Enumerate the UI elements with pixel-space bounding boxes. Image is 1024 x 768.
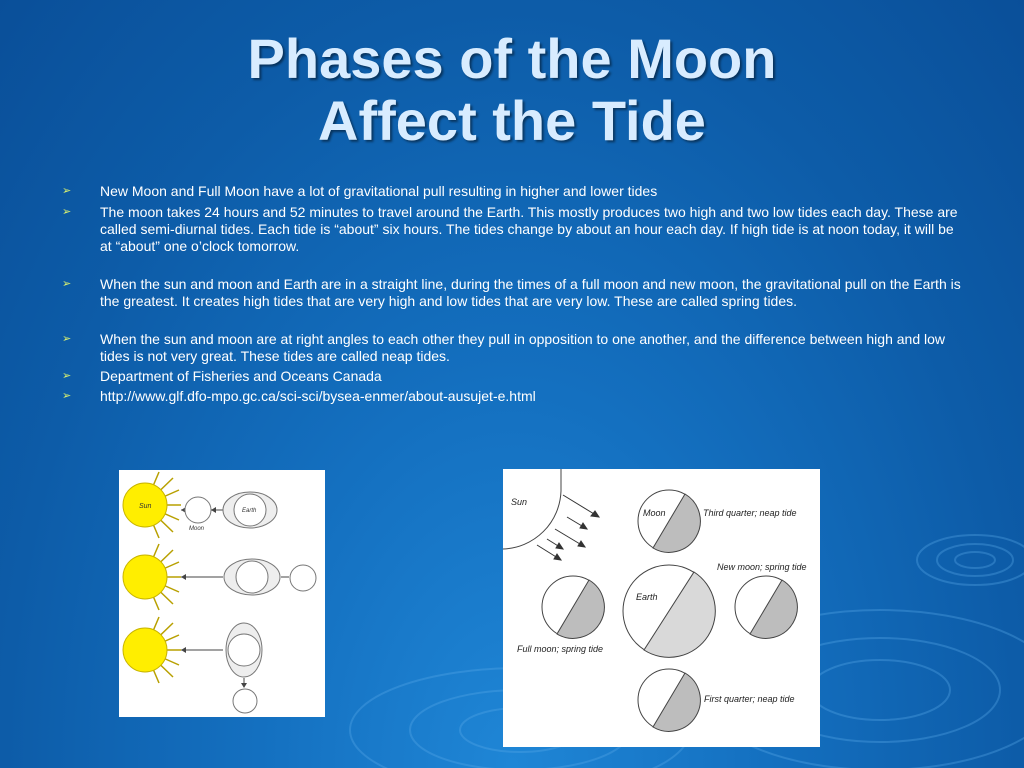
moon-label: Moon — [643, 508, 666, 518]
moon-icon — [290, 565, 316, 591]
moon-icon — [233, 689, 257, 713]
bullet-text: When the sun and moon are at right angles to each other they pull in opposition to one another, and the difference between high and low tides is not very great. These tides are called neap tides. — [100, 331, 945, 364]
earth-label: Earth — [636, 592, 658, 602]
earth-icon — [623, 565, 715, 657]
arrow-bullet-icon: ➢ — [62, 185, 72, 197]
bullet-item — [62, 183, 962, 200]
sun-arc — [503, 469, 561, 549]
arrow-bullet-icon: ➢ — [62, 206, 72, 218]
bullet-text: New Moon and Full Moon have a lot of gravitational pull resulting in higher and lower tides — [100, 183, 658, 199]
bullet-item[interactable] — [62, 388, 962, 405]
arrow-bullet-icon: ➢ — [62, 390, 72, 402]
sun-icon — [123, 472, 181, 538]
sun-ray-arrows — [537, 495, 599, 560]
new-moon-label: New moon; spring tide — [717, 562, 807, 572]
title-line-1: Phases of the Moon — [247, 27, 777, 90]
arrow-bullet-icon: ➢ — [62, 370, 72, 382]
bullet-item — [62, 368, 962, 385]
moon-icon — [542, 576, 604, 638]
bullet-text: The moon takes 24 hours and 52 minutes to travel around the Earth. This mostly produces two high and two low tides each day. These are called semi-diurnal tides. Each tide is “about” six hours. The tides change by about an hour each day. If high tide is at noon today, it will be at “about” one o’clock tomorrow. — [100, 204, 958, 254]
bullet-spacer — [62, 310, 962, 331]
moon-label: Moon — [189, 526, 205, 532]
bullet-spacer — [62, 255, 962, 276]
moon-icon — [735, 576, 797, 638]
sun-label: Sun — [511, 497, 528, 507]
earth-icon — [224, 559, 280, 595]
arrow-bullet-icon: ➢ — [62, 333, 72, 345]
first-quarter-label: First quarter; neap tide — [704, 694, 795, 704]
bullet-list — [62, 183, 962, 405]
earth-icon — [226, 623, 262, 677]
moon-icon — [638, 490, 700, 552]
moon-phases-tide-diagram — [503, 469, 820, 747]
sun-moon-earth-diagram — [119, 470, 325, 717]
earth-label: Earth — [242, 508, 257, 514]
source-link[interactable]: http://www.glf.dfo-mpo.gc.ca/sci-sci/bysea-enmer/about-ausujet-e.html — [100, 388, 536, 404]
moon-icon — [185, 497, 211, 523]
bullet-item — [62, 276, 962, 310]
sun-label: Sun — [139, 503, 152, 510]
bullet-item — [62, 204, 962, 255]
moon-icon — [638, 669, 700, 731]
sun-icon — [123, 544, 181, 610]
bullet-text: When the sun and moon and Earth are in a straight line, during the times of a full moon and new moon, the gravitational pull on the Earth is the greatest. It creates high tides that are very high and low tides that are very low. These are called spring tides. — [100, 276, 961, 309]
bullet-text: Department of Fisheries and Oceans Canada — [100, 368, 382, 384]
bullet-item — [62, 331, 962, 365]
slide-title — [0, 28, 1024, 152]
sun-icon — [123, 617, 181, 683]
arrow-bullet-icon: ➢ — [62, 278, 72, 290]
full-moon-label: Full moon; spring tide — [517, 644, 604, 654]
title-line-2: Affect the Tide — [318, 89, 706, 152]
third-quarter-label: Third quarter; neap tide — [703, 508, 797, 518]
